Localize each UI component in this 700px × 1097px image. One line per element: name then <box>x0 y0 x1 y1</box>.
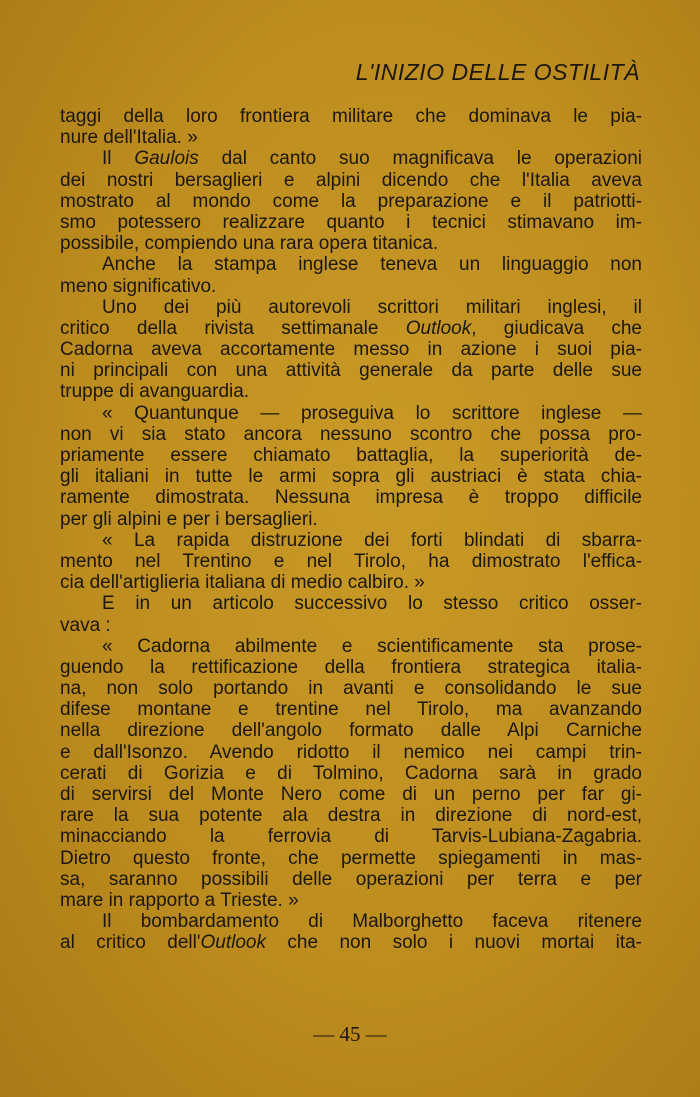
text-line: minacciando la ferrovia di Tarvis-Lubiana-Zagabria. <box>60 826 642 848</box>
text-line: Il Gaulois dal canto suo magnificava le operazioni <box>102 148 643 170</box>
text-line: « La rapida distruzione dei forti blindati di sbarra- <box>102 529 642 551</box>
text-line: vava : <box>60 614 111 636</box>
text-line: « Cadorna abilmente e scientificamente sta prose- <box>102 635 642 657</box>
text-line: « Quantunque — proseguiva lo scrittore inglese — <box>102 402 642 424</box>
text-line: nella direzione dell'angolo formato dalle Alpi Carniche <box>60 720 642 742</box>
text-line: Dietro questo fronte, che permette spiegamenti in mas- <box>60 847 642 869</box>
text-line: smo potessero realizzare quanto i tecnici stimavano im- <box>60 211 642 233</box>
text-line: Anche la stampa inglese teneva un linguaggio non <box>102 254 642 276</box>
text-line: critico della rivista settimanale Outlook, giudicava che <box>60 317 643 339</box>
text-line: mostrato al mondo come la preparazione e il patriotti- <box>60 190 642 212</box>
text-line: gli italiani in tutte le armi sopra gli austriaci è stata chia- <box>60 466 642 488</box>
text-line: guendo la rettificazione della frontiera strategica italia- <box>60 656 642 678</box>
text-line: taggi della loro frontiera militare che dominava le pia- <box>60 106 642 127</box>
text-line: E in un articolo successivo lo stesso critico osser- <box>102 593 642 615</box>
text-line: dei nostri bersaglieri e alpini dicendo che l'Italia aveva <box>60 169 642 191</box>
text-line: na, non solo portando in avanti e consolidando le sue <box>60 678 642 700</box>
text-line: Il bombardamento di Malborghetto faceva ritenere <box>102 911 642 933</box>
text-line: ni principali con una attività generale da parte delle sue <box>60 360 642 382</box>
text-line: truppe di avanguardia. <box>60 381 250 403</box>
text-line: al critico dell'Outlook che non solo i nuovi mortai ita- <box>60 932 643 954</box>
text-line: rare la sua potente ala destra in direzione di nord-est, <box>60 805 642 827</box>
text-line: mare in rapporto a Trieste. » <box>60 889 299 911</box>
text-line: sa, saranno possibili delle operazioni per terra e per <box>60 868 642 890</box>
page-number: — 45 — <box>313 1022 387 1046</box>
text-line: cia dell'artiglieria italiana di medio calbiro. » <box>60 572 425 594</box>
text-line: di servirsi del Monte Nero come di un perno per far gi- <box>60 784 642 805</box>
text-line: Uno dei più autorevoli scrittori militari inglesi, il <box>102 296 642 318</box>
text-line: ramente dimostrata. Nessuna impresa è troppo difficile <box>60 487 642 509</box>
body-text <box>60 106 642 954</box>
text-line: meno significativo. <box>60 275 217 297</box>
text-line: e dall'Isonzo. Avendo ridotto il nemico nei campi trin- <box>60 741 642 763</box>
text-line: nure dell'Italia. » <box>60 127 198 149</box>
text-line: mento nel Trentino e nel Tirolo, ha dimostrato l'effica- <box>60 550 642 572</box>
text-line: cerati di Gorizia e di Tolmino, Cadorna sarà in grado <box>60 762 642 784</box>
text-line: priamente essere chiamato battaglia, la superiorità de- <box>60 445 642 466</box>
text-line: per gli alpini e per i bersaglieri. <box>60 508 318 530</box>
text-line: difese montane e trentine nel Tirolo, ma avanzando <box>60 699 642 721</box>
text-line: Cadorna aveva accortamente messo in azione i suoi pia- <box>60 339 642 361</box>
text-line: non vi sia stato ancora nessuno scontro che possa pro- <box>60 423 642 445</box>
running-header: L'INIZIO DELLE OSTILITÀ <box>355 59 640 85</box>
text-line: possibile, compiendo una rara opera titanica. <box>60 233 439 255</box>
